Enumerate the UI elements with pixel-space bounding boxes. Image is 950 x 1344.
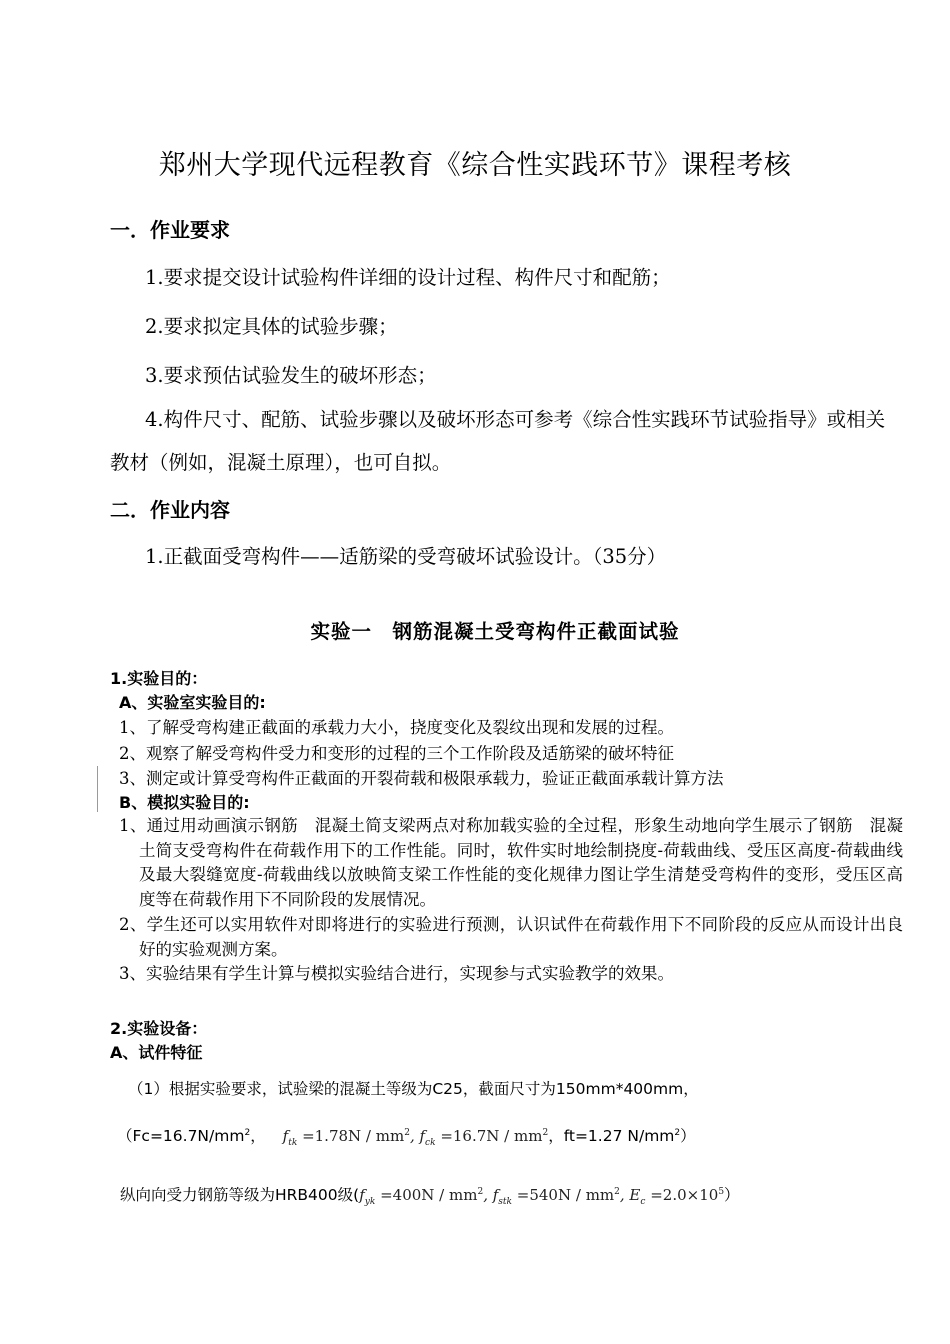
section-heading-content: 二．作业内容 [110, 498, 230, 522]
fc-text: （Fc=16.7N/mm [117, 1127, 245, 1145]
lab-purpose-item-2: 2、观察了解受弯构件受力和变形的过程的三个工作阶段及适筋梁的破坏特征 [119, 744, 674, 763]
ec-exponent: 5 [718, 1187, 725, 1197]
lab-purpose-heading: A、实验室实验目的: [119, 693, 266, 712]
specimen-line-1: （1）根据实验要求，试验梁的混凝土等级为C25，截面尺寸为150mm*400mm， [128, 1080, 699, 1098]
equipment-heading: 2.实验设备： [110, 1019, 208, 1038]
separator: ， [250, 1127, 266, 1145]
ft-exponent: 2 [674, 1127, 681, 1138]
section-heading-requirements: 一．作业要求 [110, 218, 230, 242]
fyk-exponent: 2 [477, 1187, 484, 1197]
fc-exponent: 2 [244, 1127, 251, 1138]
requirement-item-4: 4.构件尺寸、配筋、试验步骤以及破坏形态可参考《综合性实践环节试验指导》或相关教材（例如，混凝土原理），也可自拟。 [110, 408, 886, 474]
fstk-exponent: 2 [614, 1187, 620, 1197]
fck-value: =16.7N / mm [440, 1127, 543, 1145]
lab-purpose-item-1: 1、了解受弯构建正截面的承载力大小，挠度变化及裂纹出现和发展的过程。 [119, 718, 674, 737]
rebar-lead: 纵向向受力钢筋等级为HRB400级( [120, 1186, 360, 1204]
experiment-title: 实验一 钢筋混凝土受弯构件正截面试验 [310, 620, 680, 643]
requirement-item-2: 2.要求拟定具体的试验步骤； [145, 315, 398, 338]
close-paren: ） [680, 1127, 696, 1145]
change-bar [97, 766, 98, 812]
ec-value: =2.0×10 [650, 1186, 719, 1204]
sim-purpose-item-1: 1、通过用动画演示钢筋 混凝土简支梁两点对称加载实验的全过程，形象生动地向学生展示了钢筋 混凝土简支受弯构件在荷载作用下的工作性能。同时，软件实时地绘制挠度-荷载曲线、受压区高度-荷载曲线及最大裂缝宽度-荷载曲线以放映简支梁工作性能的变化规律力图让学生清楚受弯构件的变形，受压区高度等在荷载作用下不同阶段的发展情况。 [119, 816, 903, 909]
specimen-line-3 [120, 1183, 740, 1207]
specimen-line-2 [117, 1124, 696, 1148]
ftk-formula: $f_{tk} =1.78N / mm^2$, $f_{ck} =16.7N / mm^2$ [282, 1127, 549, 1148]
purpose-heading: 1.实验目的： [110, 669, 208, 688]
specimen-heading: A、试件特征 [110, 1043, 203, 1062]
content-item-1: 1.正截面受弯构件——适筋梁的受弯破坏试验设计。（35分） [145, 545, 667, 568]
sim-purpose-item-3: 3、实验结果有学生计算与模拟实验结合进行，实现参与式实验教学的效果。 [119, 964, 674, 983]
page-title: 郑州大学现代远程教育《综合性实践环节》课程考核 [158, 150, 792, 181]
lab-purpose-item-3: 3、测定或计算受弯构件正截面的开裂荷载和极限承载力，验证正截面承载计算方法 [119, 769, 724, 788]
fyk-value: =400N / mm [380, 1186, 478, 1204]
sim-purpose-item-2: 2、学生还可以实用软件对即将进行的实验进行预测，认识试件在荷载作用下不同阶段的反应从而设计出良好的实验观测方案。 [119, 915, 903, 959]
rebar-formula: $f_{yk} =400N / mm^2$, $f_{stk} =540N / mm^2$, $E_c =2.0\times 10^5$ [359, 1186, 725, 1207]
requirement-item-1: 1.要求提交设计试验构件详细的设计过程、构件尺寸和配筋； [145, 266, 671, 289]
sim-purpose-heading: B、模拟实验目的: [119, 793, 250, 812]
requirement-item-3: 3.要求预估试验发生的破坏形态； [145, 364, 437, 387]
ft-text: ，ft=1.27 N/mm [548, 1127, 675, 1145]
fstk-value: =540N / mm [516, 1186, 615, 1204]
fck-exponent: 2 [542, 1128, 549, 1138]
ftk-exponent: 2 [404, 1128, 410, 1138]
rebar-close: ） [724, 1186, 740, 1204]
ftk-value: =1.78N / mm [302, 1127, 405, 1145]
